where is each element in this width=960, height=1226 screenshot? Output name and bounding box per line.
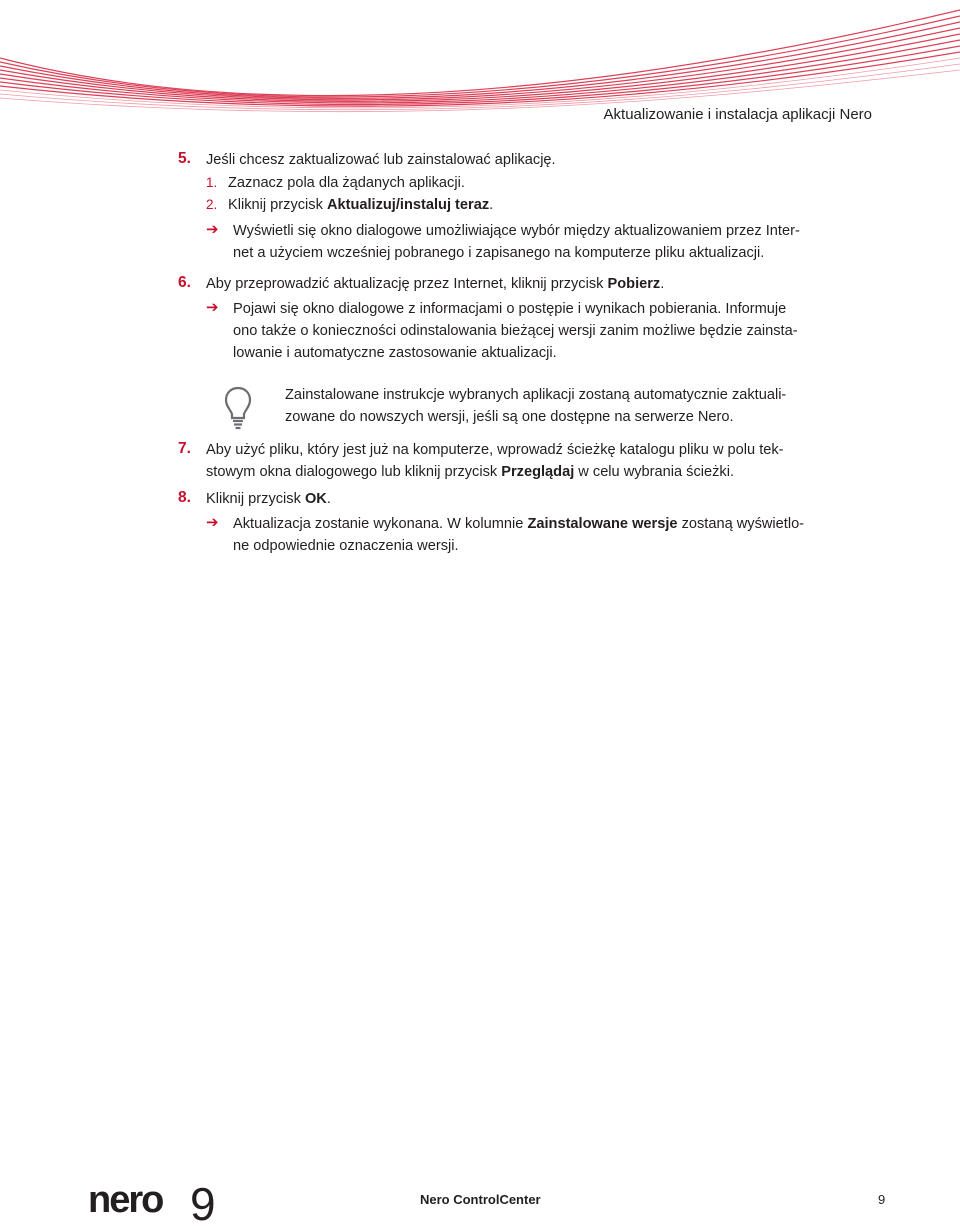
step-8-number: 8. xyxy=(178,489,191,506)
footer-product-name: Nero ControlCenter xyxy=(420,1192,541,1207)
step-6-result-line-1: Pojawi się okno dialogowe z informacjami o postępie i wynikach pobierania. Informuje xyxy=(233,301,787,317)
step-7-number: 7. xyxy=(178,440,191,457)
lightbulb-icon xyxy=(224,386,252,430)
step-7-line-2: stowym okna dialogowego lub kliknij przycisk Przeglądaj w celu wybrania ścieżki. xyxy=(206,464,735,480)
step-5-number: 5. xyxy=(178,150,191,167)
step-6-result-line-2: ono także o konieczności odinstalowania bieżącej wersji zanim możliwe będzie zainsta- xyxy=(233,323,798,339)
substep-2-number: 2. xyxy=(206,197,218,212)
step-8-text: Kliknij przycisk OK. xyxy=(206,491,331,507)
step-8-result-line-1: Aktualizacja zostanie wykonana. W kolumnie Zainstalowane wersje zostaną wyświetlo- xyxy=(233,516,805,532)
step-5-result-line-1: Wyświetli się okno dialogowe umożliwiające wybór między aktualizowaniem przez Inter- xyxy=(233,223,800,239)
step-6-number: 6. xyxy=(178,274,191,291)
tip-line-1: Zainstalowane instrukcje wybranych aplikacji zostaną automatycznie zaktuali- xyxy=(285,387,787,403)
page-number: 9 xyxy=(878,1192,886,1207)
button-name-ok: OK xyxy=(304,491,327,507)
column-name-zainstalowane-wersje: Zainstalowane wersje xyxy=(527,516,678,532)
step-6-result-line-3: lowanie i automatyczne zastosowanie aktualizacji. xyxy=(233,345,557,361)
step-7-line-1: Aby użyć pliku, który jest już na komputerze, wprowadź ścieżkę katalogu pliku w polu tek- xyxy=(206,442,784,458)
substep-2-text: Kliknij przycisk Aktualizuj/instaluj teraz. xyxy=(228,197,494,213)
step-5-result-line-2: net a użyciem wcześniej pobranego i zapisanego na komputerze pliku aktualizacji. xyxy=(233,245,765,261)
result-arrow-icon: ➔ xyxy=(206,221,219,238)
button-name-aktualizuj: Aktualizuj/instaluj teraz xyxy=(326,197,490,213)
nero-logo-text: nero xyxy=(88,1179,163,1221)
button-name-przegladaj: Przeglądaj xyxy=(501,464,575,480)
tip-line-2: zowane do nowszych wersji, jeśli są one dostępne na serwerze Nero. xyxy=(285,409,734,425)
result-arrow-icon: ➔ xyxy=(206,299,219,316)
step-8-result-line-2: ne odpowiednie oznaczenia wersji. xyxy=(233,538,459,554)
nero-logo-version: 9 xyxy=(190,1178,216,1226)
step-5-text: Jeśli chcesz zaktualizować lub zainstalować aplikację. xyxy=(206,152,556,168)
nero-logo xyxy=(88,1176,228,1226)
result-arrow-icon: ➔ xyxy=(206,514,219,531)
button-name-pobierz: Pobierz xyxy=(607,276,661,292)
substep-1-number: 1. xyxy=(206,175,218,190)
running-header-title: Aktualizowanie i instalacja aplikacji Nero xyxy=(603,106,872,123)
step-6-text: Aby przeprowadzić aktualizację przez Internet, kliknij przycisk Pobierz. xyxy=(206,276,665,292)
substep-1-text: Zaznacz pola dla żądanych aplikacji. xyxy=(228,175,465,191)
